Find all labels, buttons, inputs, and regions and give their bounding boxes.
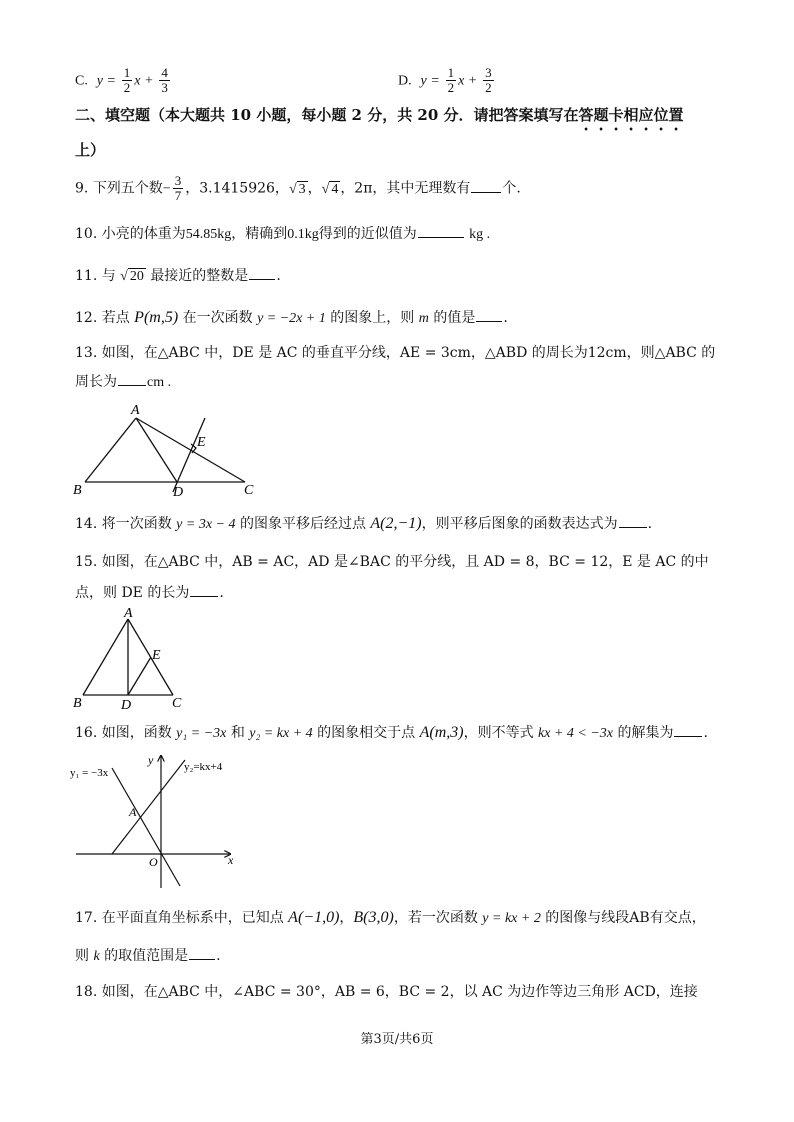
q15-label-a: A <box>124 606 133 621</box>
q18-number: 18. <box>75 984 98 1000</box>
section-heading-text: 二、填空题（本大题共 10 小题，每小题 2 分，共 20 分．请把答案填写在 <box>75 106 579 124</box>
q13-text-2: 周长为 <box>75 374 117 390</box>
q16-function-1: y₁ = −3x <box>176 726 227 741</box>
q13-label-a: A <box>131 403 140 418</box>
question-13-line-2 <box>75 372 171 393</box>
q13-answer-blank[interactable] <box>118 384 146 386</box>
q13-label-c: C <box>244 483 254 498</box>
choice-d-eq: = <box>431 73 440 89</box>
q15-answer-blank[interactable] <box>190 595 218 597</box>
q12-text: 若点 <box>101 310 130 326</box>
q16-end: . <box>703 725 708 741</box>
section-heading-emphasis: 答题卡相应位置 <box>578 106 684 124</box>
question-13 <box>75 343 715 363</box>
q17-text: 在平面直角坐标系中，已知点 <box>101 910 284 926</box>
q13-text: 如图，在△ABC 中，DE 是 AC 的垂直平分线，AE = 3cm，△ABD 的周长为12cm，则△ABC 的 <box>101 345 716 361</box>
q11-sqrt-20: √ 20 <box>120 269 144 284</box>
q12-text-post2: 的值是 <box>433 310 476 326</box>
q13-label-b: B <box>73 483 82 498</box>
question-9 <box>75 174 521 203</box>
q13-line-ad <box>136 418 177 482</box>
q9-text-end: 个. <box>502 180 521 197</box>
choice-d-label: D. <box>398 73 412 89</box>
question-14 <box>75 514 652 535</box>
q17-text-post: 的图像与线段AB有交点， <box>545 910 706 926</box>
question-16 <box>75 723 708 744</box>
q16-text-and: 和 <box>230 725 245 741</box>
q14-text-mid: 的图象平移后经过点 <box>239 516 366 532</box>
q16-line-y2 <box>112 760 185 854</box>
q16-text: 如图，函数 <box>101 725 172 741</box>
q13-line-ab <box>85 418 136 482</box>
choice-d <box>398 66 496 95</box>
q14-function: y = 3x − 4 <box>176 517 236 532</box>
q15-number: 15. <box>75 554 98 570</box>
q11-text-post: 最接近的整数是 <box>150 268 249 284</box>
choice-c-const: $\frac{4}{3}$ <box>161 65 168 95</box>
q16-answer-blank[interactable] <box>674 735 702 737</box>
q17-answer-blank[interactable] <box>189 958 215 960</box>
page-footer: 第3页/共6页 <box>360 1032 434 1047</box>
choice-d-y: y <box>420 73 427 89</box>
q9-neg: − <box>162 181 171 197</box>
choice-c-coef: $\frac{1}{2}$ <box>123 65 131 95</box>
choice-c-plus: + <box>144 73 153 89</box>
q13-label-e: E <box>197 435 206 450</box>
q17-text-3: 的取值范围是 <box>104 948 189 964</box>
q10-answer-blank[interactable] <box>418 236 464 238</box>
choice-d-coef: $\frac{1}{2}$ <box>447 65 455 95</box>
q16-label-x: x <box>228 853 234 867</box>
q9-text-1: ，3.1415926， <box>185 180 289 197</box>
q16-label-y1: y₁ = −3x <box>70 767 109 779</box>
q12-var-m: m <box>418 311 429 326</box>
q10-number: 10. <box>75 226 98 242</box>
q17-number: 17. <box>75 910 98 926</box>
q9-number: 9. <box>75 180 89 197</box>
q15-line-ab <box>83 619 128 695</box>
q10-precision: 0.1kg <box>287 227 319 242</box>
choice-c-x: x <box>134 73 141 89</box>
question-15 <box>75 552 709 572</box>
q16-label-y: y <box>148 753 154 767</box>
q15-text: 如图，在△ABC 中，AB = AC，AD 是∠BAC 的平分线，且 AD = 8，BC = 12，E 是 AC 的中 <box>101 554 709 570</box>
q17-text-mid: ，若一次函数 <box>393 910 478 926</box>
q12-text-post: 的图象上，则 <box>330 310 415 326</box>
section-heading <box>75 105 684 134</box>
question-12 <box>75 308 508 329</box>
q13-label-d: D <box>173 485 184 500</box>
q10-unit: kg . <box>469 227 491 242</box>
question-10 <box>75 224 490 245</box>
q11-end: . <box>276 268 281 284</box>
q16-number: 16. <box>75 725 98 741</box>
q16-text-post: ，则不等式 <box>463 725 534 741</box>
q12-end: . <box>503 310 508 326</box>
q10-text: 小亮的体重为 <box>101 226 186 242</box>
question-17 <box>75 908 706 929</box>
q15-label-b: B <box>73 696 82 711</box>
q17-point-b: B(3,0) <box>353 909 394 926</box>
question-18 <box>75 982 698 1002</box>
q13-figure <box>70 400 270 500</box>
q14-point: A(2,−1) <box>370 515 422 532</box>
q17-separator: ， <box>339 910 354 926</box>
q17-text-2: 则 <box>75 948 89 964</box>
q16-point: A(m,3) <box>419 724 464 741</box>
choice-d-x: x <box>458 73 465 89</box>
q17-point-a: A(−1,0) <box>288 909 340 926</box>
q9-answer-blank[interactable] <box>471 191 501 193</box>
q15-end: . <box>219 585 224 601</box>
q18-text: 如图，在△ABC 中，∠ABC = 30°，AB = 6，BC = 2，以 AC 为边作等边三角形 ACD，连接 <box>101 984 698 1000</box>
q12-number: 12. <box>75 310 98 326</box>
q14-answer-blank[interactable] <box>619 526 647 528</box>
q16-label-y2: y₂=kx+4 <box>184 761 223 773</box>
q10-text-mid: ，精确到 <box>231 226 288 242</box>
q15-line-de <box>128 657 151 695</box>
question-17-line-2 <box>75 946 221 967</box>
question-15-line-2 <box>75 583 224 603</box>
q14-number: 14. <box>75 516 98 532</box>
q16-figure <box>68 752 268 892</box>
q15-label-c: C <box>172 696 182 711</box>
q14-end: . <box>647 516 653 532</box>
q15-figure <box>70 605 200 715</box>
q15-label-e: E <box>152 648 161 663</box>
choice-c <box>75 66 172 95</box>
q12-function: y = −2x + 1 <box>257 311 326 326</box>
q17-function: y = kx + 2 <box>482 911 541 926</box>
q16-line-y1 <box>112 768 180 886</box>
question-11 <box>75 266 281 287</box>
q9-fraction: $\frac{3}{7}$ <box>174 173 182 203</box>
q16-text-mid: 的图象相交于点 <box>317 725 416 741</box>
choice-c-y: y <box>96 73 103 89</box>
q9-sqrt-4: √ 4 <box>321 181 339 197</box>
q12-answer-blank[interactable] <box>476 320 502 322</box>
choice-d-plus: + <box>468 73 477 89</box>
q10-text-post: 得到的近似值为 <box>318 226 417 242</box>
q11-number: 11. <box>75 268 98 284</box>
section-heading-end: 上） <box>75 141 106 159</box>
q9-text-3: ，2π，其中无理数有 <box>340 180 471 197</box>
q10-weight: 54.85kg <box>185 227 232 242</box>
q17-end: . <box>216 948 221 964</box>
q17-var-k: k <box>93 949 100 964</box>
q11-answer-blank[interactable] <box>249 278 275 280</box>
q16-inequality: kx + 4 < −3x <box>538 726 614 741</box>
q9-text: 下列五个数 <box>92 180 163 197</box>
q12-point: P(m,5) <box>134 309 179 326</box>
q16-text-post2: 的解集为 <box>617 725 674 741</box>
q16-label-a: A <box>129 805 137 819</box>
q13-number: 13. <box>75 345 98 361</box>
q13-unit: cm . <box>147 375 172 390</box>
q9-sqrt-3: √ 3 <box>288 181 306 197</box>
q14-text-post: ，则平移后图象的函数表达式为 <box>421 516 618 532</box>
q11-text: 与 <box>101 268 116 284</box>
q9-text-2: ， <box>307 180 322 197</box>
choice-c-eq: = <box>107 73 116 89</box>
q12-text-mid: 在一次函数 <box>182 310 253 326</box>
q15-text-2: 点，则 DE 的长为 <box>75 585 190 601</box>
q15-label-d: D <box>121 698 132 713</box>
q16-label-o: O <box>149 855 158 869</box>
q16-function-2: y₂ = kx + 4 <box>249 726 313 741</box>
q14-text: 将一次函数 <box>101 516 172 532</box>
choice-d-const: $\frac{3}{2}$ <box>485 65 492 95</box>
choice-c-label: C. <box>75 73 88 89</box>
